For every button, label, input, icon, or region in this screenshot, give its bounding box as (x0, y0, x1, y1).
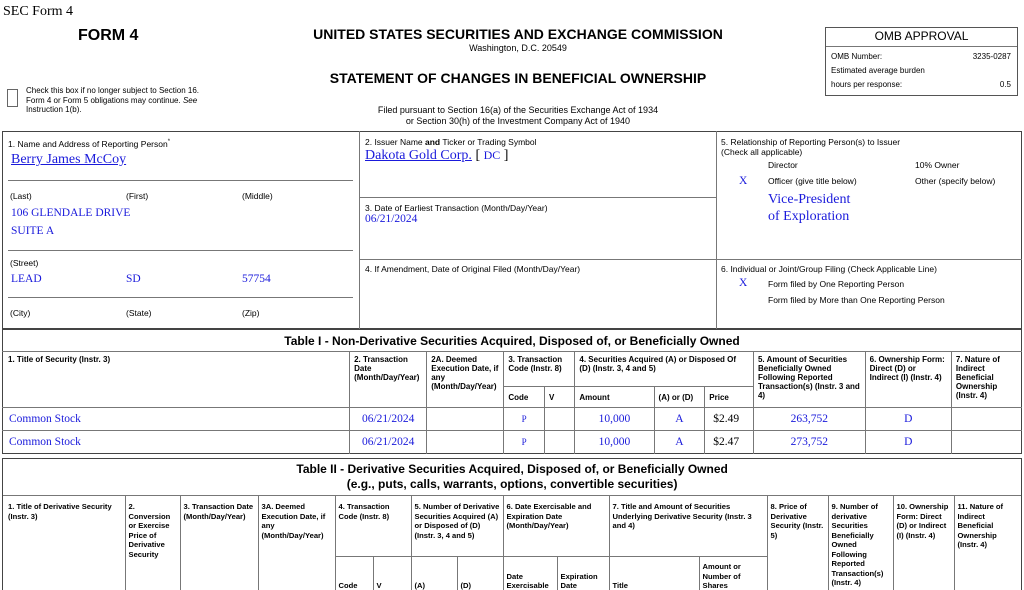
officer-check-mark: X (739, 175, 748, 187)
table1-col-acquired: 4. Securities Acquired (A) or Disposed Of (D) (Instr. 3, 4 and 5) (575, 352, 754, 387)
table2-col-number: 5. Number of Derivative Securities Acquired (A) or Disposed of (D) (Instr. 3, 4 and 5) (411, 496, 503, 557)
street-line1: 106 GLENDALE DRIVE (11, 207, 131, 219)
street-label: (Street) (10, 258, 39, 268)
table2-sub-a: (A) (411, 556, 457, 590)
omb-hours-value: 0.5 (999, 80, 1011, 89)
table2-sub-date-exercisable: Date Exercisable (503, 556, 557, 590)
corner-label: SEC Form 4 (3, 4, 74, 19)
omb-burden-label: Estimated average burden (831, 66, 925, 75)
row2-form: D (865, 431, 951, 454)
officer-option: Officer (give title below) (768, 176, 857, 186)
earliest-transaction-label: 3. Date of Earliest Transaction (Month/Day/Year) (365, 203, 548, 213)
table2-col-form: 10. Ownership Form: Direct (D) or Indirect (I) (Instr. 4) (893, 496, 954, 590)
statement-title: STATEMENT OF CHANGES IN BENEFICIAL OWNERSHIP (329, 70, 707, 86)
check-all-label: (Check all applicable) (721, 147, 803, 157)
filed-pursuant-line2: or Section 30(h) of the Investment Company Act of 1940 (405, 116, 631, 126)
table-derivative (2, 458, 1022, 590)
table2-sub-d: (D) (457, 556, 503, 590)
state-label: (State) (126, 308, 152, 318)
table1-sub-price: Price (705, 387, 754, 408)
director-option: Director (768, 160, 798, 170)
table2-sub-amount-shares: Amount or Number of Shares (699, 556, 767, 590)
table1-col-form: 6. Ownership Form: Direct (D) or Indirect (I) (Instr. 4) (865, 352, 951, 408)
table2-col-nature: 11. Nature of Indirect Beneficial Ownership (Instr. 4) (957, 502, 1004, 549)
issuer-label: 2. Issuer Name and Ticker or Trading Symbol (365, 137, 537, 147)
street-line2: SUITE A (11, 225, 55, 237)
agency-location: Washington, D.C. 20549 (469, 43, 567, 53)
table1-col-deemed: 2A. Deemed Execution Date, if any (Month/Day/Year) (427, 352, 504, 408)
ten-percent-owner-option: 10% Owner (915, 160, 960, 170)
earliest-transaction-date: 06/21/2024 (365, 213, 418, 225)
row2-code: P (504, 431, 545, 454)
relationship-label: 5. Relationship of Reporting Person(s) to Issuer (721, 137, 901, 147)
table2-col-price: 8. Price of Derivative Security (Instr. 5) (767, 496, 828, 590)
reporting-person-name[interactable]: Berry James McCoy (11, 152, 127, 167)
row2-aord: A (654, 431, 705, 454)
table1-sub-code: Code (504, 387, 545, 408)
table1-col-title: 1. Title of Security (Instr. 3) (3, 352, 350, 408)
table2-title: Table II - Derivative Securities Acquired, Disposed of, or Beneficially Owned (e.g., puts, calls, warrants, options, convertible securities) (3, 459, 1021, 496)
table1-col-owned: 5. Amount of Securities Beneficially Owned Following Reported Transaction(s) (Instr. 3 and 4) (753, 352, 865, 408)
row1-amount: 10,000 (575, 408, 654, 431)
issuer-name-line: Dakota Gold Corp. [ DC ] (365, 148, 509, 163)
row1-v (544, 408, 574, 431)
reporting-person-label: 1. Name and Address of Reporting Person* (8, 138, 171, 149)
table2-col-deemed: 3A. Deemed Execution Date, if any (Month/Day/Year) (258, 496, 335, 590)
row1-nature (951, 408, 1021, 431)
city-value: LEAD (11, 273, 42, 285)
table1-sub-aord: (A) or (D) (654, 387, 705, 408)
row1-code: P (504, 408, 545, 431)
table1-col-code: 3. Transaction Code (Instr. 8) (504, 352, 575, 387)
table2-col-conversion: 2. Conversion or Exercise Price of Derivative Security (125, 496, 180, 590)
table-row (3, 431, 1022, 454)
filing-type-label: 6. Individual or Joint/Group Filing (Check Applicable Line) (721, 264, 937, 274)
agency-title: UNITED STATES SECURITIES AND EXCHANGE COMMISSION (313, 26, 723, 42)
table1-title: Table I - Non-Derivative Securities Acquired, Disposed of, or Beneficially Owned (3, 330, 1022, 352)
no-longer-subject-checkbox[interactable] (7, 89, 18, 107)
more-persons-option: Form filed by More than One Reporting Person (768, 295, 945, 305)
table1-col-date: 2. Transaction Date (Month/Day/Year) (350, 352, 427, 408)
row2-price: $2.47 (705, 431, 754, 454)
amendment-label: 4. If Amendment, Date of Original Filed (Month/Day/Year) (365, 264, 581, 274)
row1-deemed (427, 408, 504, 431)
omb-approval-box (825, 27, 1018, 96)
table1-sub-amount: Amount (575, 387, 654, 408)
omb-hours-label: hours per response: (831, 80, 903, 89)
issuer-name-link[interactable]: Dakota Gold Corp. (365, 148, 472, 163)
table2-col-code: 4. Transaction Code (Instr. 8) (335, 496, 411, 557)
state-value: SD (126, 273, 141, 285)
row1-security: Common Stock (3, 408, 350, 431)
city-label: (City) (10, 308, 31, 318)
table1-sub-v: V (544, 387, 574, 408)
table2-sub-expiration: Expiration Date (557, 556, 609, 590)
table2-col-owned: 9. Number of derivative Securities Beneficially Owned Following Reported Transaction(s) (Instr. 4) (828, 496, 893, 590)
row2-owned: 273,752 (753, 431, 865, 454)
omb-number-value: 3235-0287 (972, 52, 1011, 61)
row1-form: D (865, 408, 951, 431)
zip-label: (Zip) (242, 308, 260, 318)
table2-col-title: 1. Title of Derivative Security (Instr. 3) (3, 496, 125, 590)
table2-sub-title: Title (609, 556, 699, 590)
omb-number-label: OMB Number: (831, 52, 883, 61)
row2-nature (951, 431, 1021, 454)
omb-title: OMB APPROVAL (874, 29, 969, 43)
last-label: (Last) (10, 191, 32, 201)
row1-owned: 263,752 (753, 408, 865, 431)
row2-security: Common Stock (3, 431, 350, 454)
filed-pursuant-line1: Filed pursuant to Section 16(a) of the Securities Exchange Act of 1934 (377, 105, 659, 115)
row1-price: $2.49 (705, 408, 754, 431)
table2-sub-v: V (373, 556, 411, 590)
row2-amount: 10,000 (575, 431, 654, 454)
row2-deemed (427, 431, 504, 454)
row1-aord: A (654, 408, 705, 431)
table1-col-nature: 7. Nature of Indirect Beneficial Ownership (Instr. 4) (955, 355, 1000, 400)
checkbox-instruction: Check this box if no longer subject to Section 16. Form 4 or Form 5 obligations may continue. See Instruction 1(b). (26, 86, 199, 114)
one-person-check-mark: X (739, 277, 748, 289)
officer-title-line1: Vice-President (768, 192, 851, 207)
middle-label: (Middle) (242, 191, 273, 201)
table-non-derivative (2, 329, 1022, 454)
other-option: Other (specify below) (915, 176, 996, 186)
officer-title-line2: of Exploration (768, 209, 850, 224)
table2-col-underlying: 7. Title and Amount of Securities Underlying Derivative Security (Instr. 3 and 4) (609, 496, 767, 557)
row2-v (544, 431, 574, 454)
table2-sub-code: Code (335, 556, 373, 590)
form-title: FORM 4 (78, 27, 139, 44)
first-label: (First) (126, 191, 149, 201)
row2-date: 06/21/2024 (350, 431, 427, 454)
zip-value: 57754 (242, 273, 271, 285)
ticker-link[interactable]: DC (483, 148, 501, 162)
table2-col-date: 3. Transaction Date (Month/Day/Year) (180, 496, 258, 590)
table2-col-exercisable: 6. Date Exercisable and Expiration Date (Month/Day/Year) (503, 496, 609, 557)
row1-date: 06/21/2024 (350, 408, 427, 431)
table-row (3, 408, 1022, 431)
one-person-option: Form filed by One Reporting Person (768, 279, 905, 289)
